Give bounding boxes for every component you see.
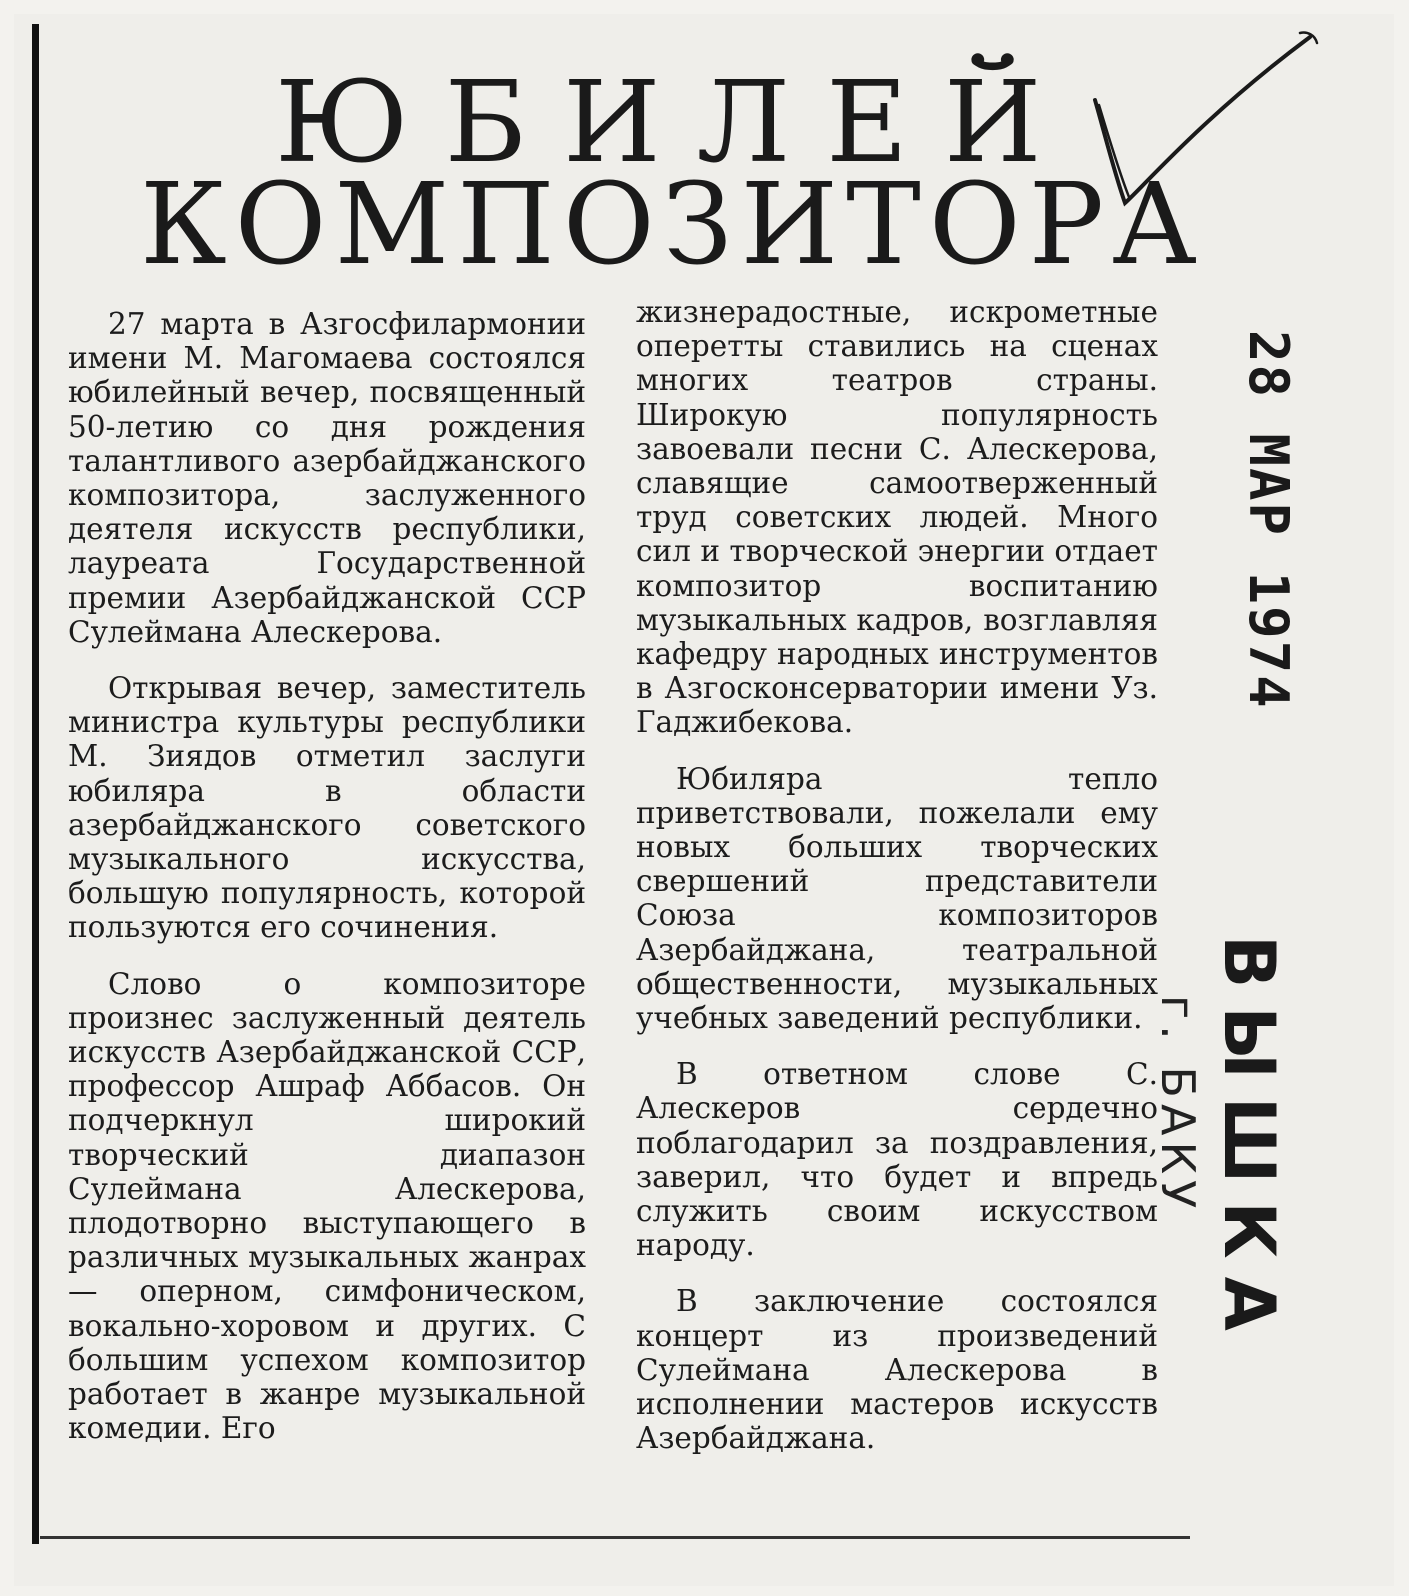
column-rule-bottom xyxy=(40,1536,1190,1539)
handwritten-checkmark-icon xyxy=(1085,25,1325,225)
article-paragraph: Слово о композиторе произнес заслуженный деятель искусств Азербайджанской ССР, профессор Ашраф Аббасов. Он подчеркнул широкий творческий диапазон Сулеймана Алескерова, плодотворно выступающего в различных музыкальных жанрах — оперном, симфоническом, вокально-хоровом и других. С большим успехом композитор работает в жанре музыкальной комедии. Его xyxy=(68,966,586,1446)
article-paragraph: Открывая вечер, заместитель министра культуры республики М. Зиядов отметил заслуги юбиляра в области азербайджанского советского музыкального искусства, большую популярность, которой пользуются его сочинения. xyxy=(68,671,586,945)
article-column-right xyxy=(636,295,1158,1478)
article-paragraph: В заключение состоялся концерт из произведений Сулеймана Алескерова в исполнении мастеров искусств Азербайджана. xyxy=(636,1284,1158,1456)
article-paragraph: 27 марта в Азгосфилармонии имени М. Магомаева состоялся юбилейный вечер, посвященный 50-летию со дня рождения талантливого азербайджанского композитора, заслуженного деятеля искусств республики, лауреата Государственной премии Азербайджанской ССР Сулеймана Алескерова. xyxy=(68,307,586,649)
newspaper-name-stamp: ВЫШКА xyxy=(1208,935,1290,1349)
date-stamp: 28 МАР 1974 xyxy=(1237,330,1300,710)
article-paragraph: жизнерадостные, искрометные оперетты ставились на сценах многих театров страны. Широкую популярность завоевали песни С. Алескерова, славящие самоотверженный труд советских людей. Много сил и творческой энергии отдает композитор воспитанию музыкальных кадров, возглавляя кафедру народных инструментов в Азгосконсерватории имени Уз. Гаджибекова. xyxy=(636,295,1158,740)
headline-line-2: КОМПОЗИТОРА xyxy=(140,160,1205,290)
article-column-left xyxy=(68,307,586,1468)
headline-line-1: ЮБИЛЕЙ xyxy=(275,58,1078,188)
article-paragraph: Юбиляра тепло приветствовали, пожелали ему новых больших творческих свершений представители Союза композиторов Азербайджана, театральной общественности, музыкальных учебных заведений республики. xyxy=(636,761,1158,1036)
city-stamp: г. БАКУ xyxy=(1151,995,1205,1215)
column-rule-left xyxy=(32,24,39,1544)
article-paragraph: В ответном слове С. Алескеров сердечно поблагодарил за поздравления, заверил, что будет и впредь служить своим искусством народу. xyxy=(636,1057,1158,1263)
